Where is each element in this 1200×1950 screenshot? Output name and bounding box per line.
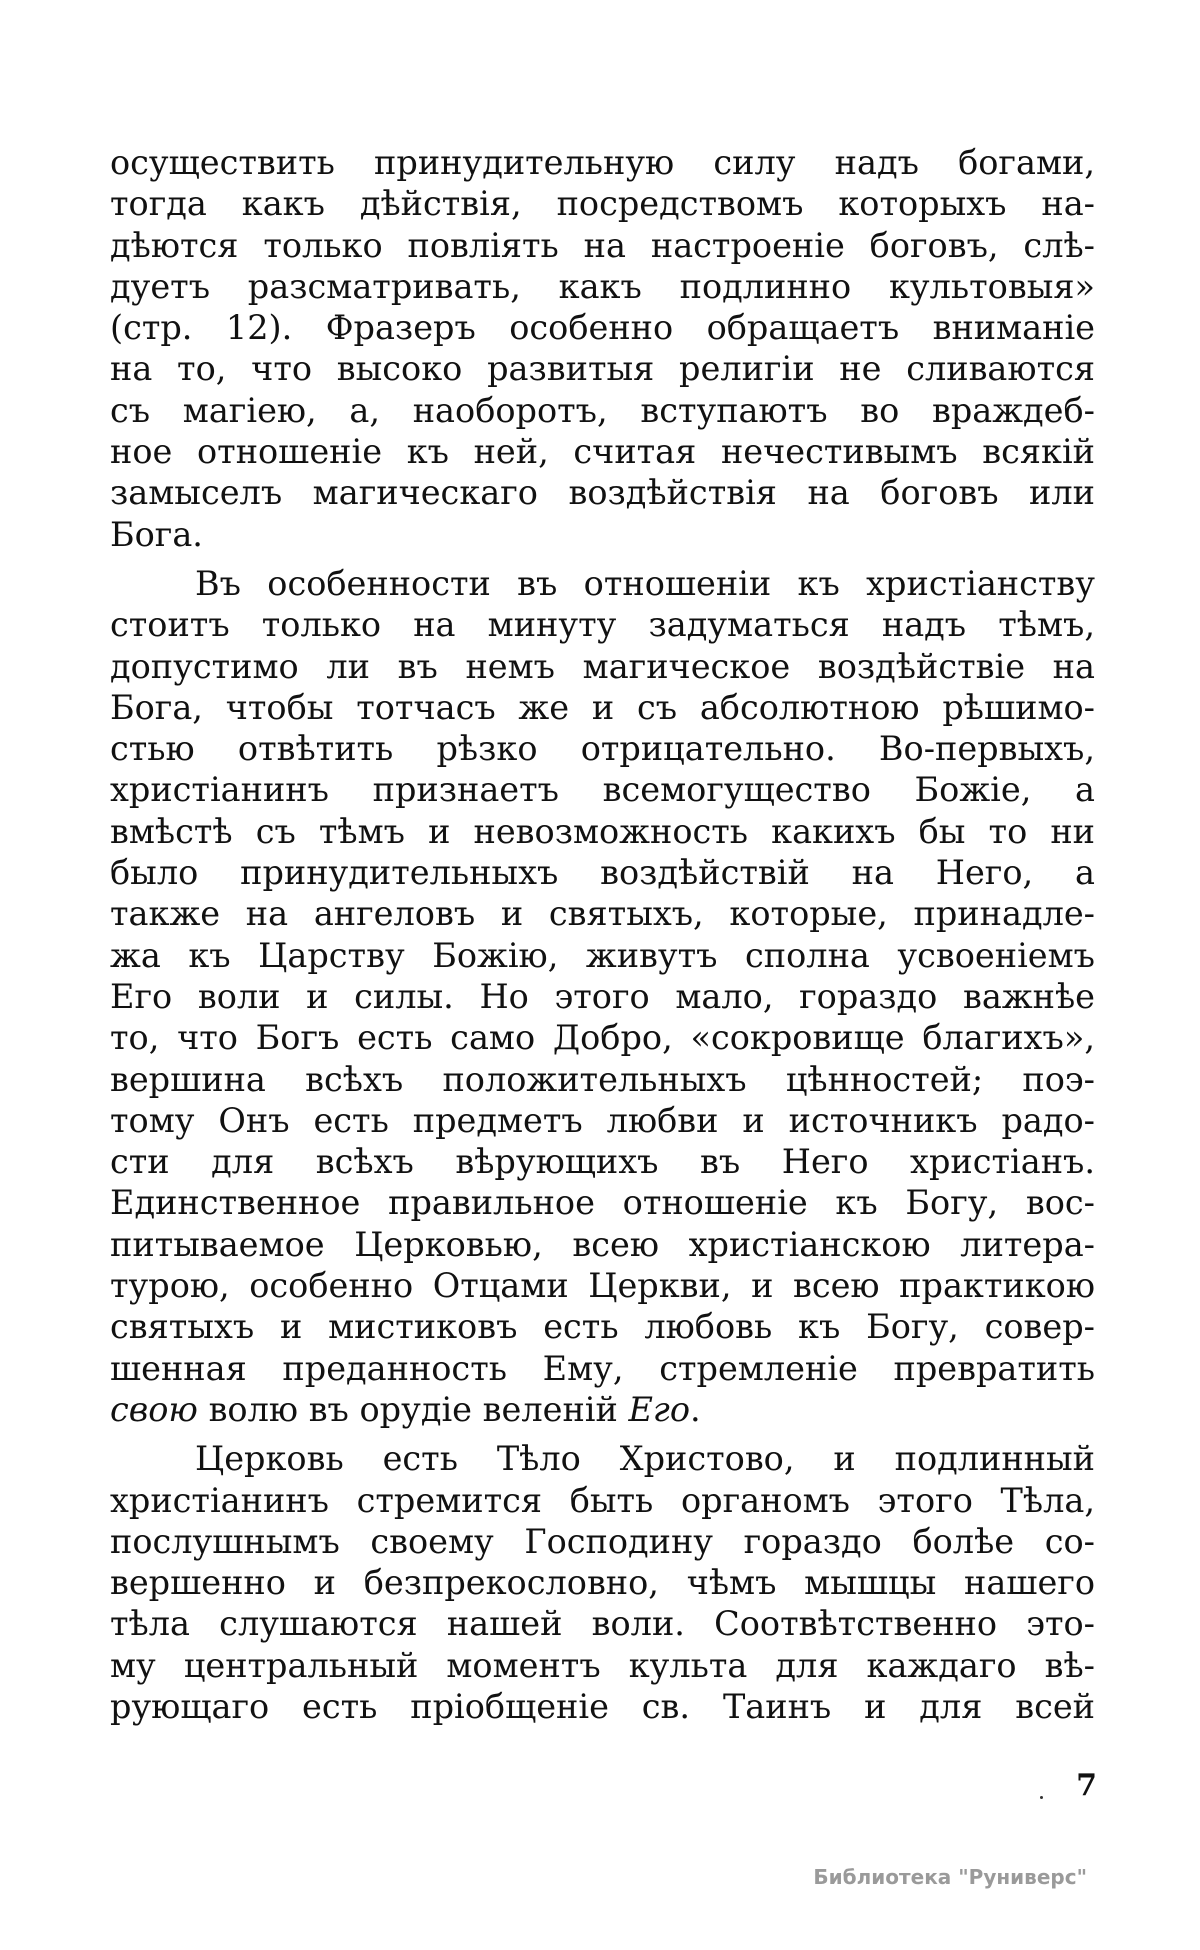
text-line: также на ангеловъ и святыхъ, которые, принадле-	[110, 894, 1095, 934]
text-line: замыселъ магическаго воздѣйствія на боговъ или	[110, 473, 1095, 513]
text-line: стоитъ только на минуту задуматься надъ тѣмъ,	[110, 605, 1095, 645]
text-line: Бога, чтобы тотчасъ же и съ абсолютною рѣшимо-	[110, 687, 1095, 727]
text-line: (стр. 12). Фразеръ особенно обращаетъ вниманіе	[110, 308, 1095, 348]
text-line: вершина всѣхъ положительныхъ цѣнностей; поэ-	[110, 1059, 1095, 1099]
text-line: дѣются только повліять на настроеніе боговъ, слѣ-	[110, 225, 1095, 265]
text-line: христіанинъ признаетъ всемогущество Божіе, а	[110, 770, 1095, 810]
text-line: святыхъ и мистиковъ есть любовь къ Богу, совер-	[110, 1307, 1095, 1347]
text-span: .	[690, 1389, 701, 1429]
text-line: жа къ Царству Божію, живутъ сполна усвоеніемъ	[110, 935, 1095, 975]
italic-word: Его	[628, 1389, 691, 1429]
text-line: то, что Богъ есть само Добро, «сокровище благихъ»,	[110, 1018, 1095, 1058]
text-line: му центральный моментъ культа для каждаго вѣ-	[110, 1645, 1095, 1685]
library-watermark: Библиотека "Руниверс"	[813, 1865, 1087, 1889]
text-line: рующаго есть пріобщеніе св. Таинъ и для всей	[110, 1686, 1095, 1726]
text-line: Единственное правильное отношеніе къ Богу, вос-	[110, 1183, 1095, 1223]
text-line: послушнымъ своему Господину гораздо болѣе со-	[110, 1521, 1095, 1561]
text-line: сти для всѣхъ вѣрующихъ въ Него христіанъ.	[110, 1142, 1095, 1182]
text-line: Церковь есть Тѣло Христово, и подлинный	[195, 1439, 1095, 1479]
print-speck	[1040, 1796, 1043, 1799]
text-line: шенная преданность Ему, стремленіе превратить	[110, 1348, 1095, 1388]
text-line-with-italics	[110, 1389, 1095, 1430]
body-text	[110, 142, 1095, 1727]
text-line: вмѣстѣ съ тѣмъ и невозможность какихъ бы то ни	[110, 811, 1095, 851]
text-line: Бога.	[110, 514, 203, 554]
paragraph-2	[110, 563, 1095, 1430]
text-line: было принудительныхъ воздѣйствій на Него, а	[110, 853, 1095, 893]
paragraph-3	[110, 1438, 1095, 1727]
text-line: стью отвѣтить рѣзко отрицательно. Во-первыхъ,	[110, 729, 1095, 769]
text-line: на то, что высоко развитыя религіи не сливаются	[110, 349, 1095, 389]
text-line: тому Онъ есть предметъ любви и источникъ радо-	[110, 1100, 1095, 1140]
text-line: съ магіею, а, наоборотъ, вступаютъ во враждеб-	[110, 390, 1095, 430]
text-line: ное отношеніе къ ней, считая нечестивымъ всякій	[110, 432, 1095, 472]
text-line: тѣла слушаются нашей воли. Соотвѣтственно это-	[110, 1604, 1095, 1644]
text-line: осуществить принудительную силу надъ богами,	[110, 143, 1095, 182]
text-line: допустимо ли въ немъ магическое воздѣйствіе на	[110, 646, 1095, 686]
text-line: христіанинъ стремится быть органомъ этого Тѣла,	[110, 1480, 1095, 1520]
text-line: турою, особенно Отцами Церкви, и всею практикою	[110, 1266, 1095, 1306]
text-span: волю въ орудіе веленій	[197, 1389, 629, 1429]
text-line: вершенно и безпрекословно, чѣмъ мышцы нашего	[110, 1563, 1095, 1603]
text-line: питываемое Церковью, всею христіанскою литера-	[110, 1224, 1095, 1264]
paragraph-1	[110, 142, 1095, 555]
italic-word: свою	[110, 1389, 198, 1429]
text-line: тогда какъ дѣйствія, посредствомъ которыхъ на-	[110, 184, 1095, 224]
page-number: 7	[1076, 1768, 1097, 1803]
text-line: Въ особенности въ отношеніи къ христіанству	[195, 563, 1095, 603]
text-line: Его воли и силы. Но этого мало, гораздо важнѣе	[110, 976, 1095, 1016]
text-line: дуетъ разсматривать, какъ подлинно культовыя»	[110, 266, 1095, 306]
